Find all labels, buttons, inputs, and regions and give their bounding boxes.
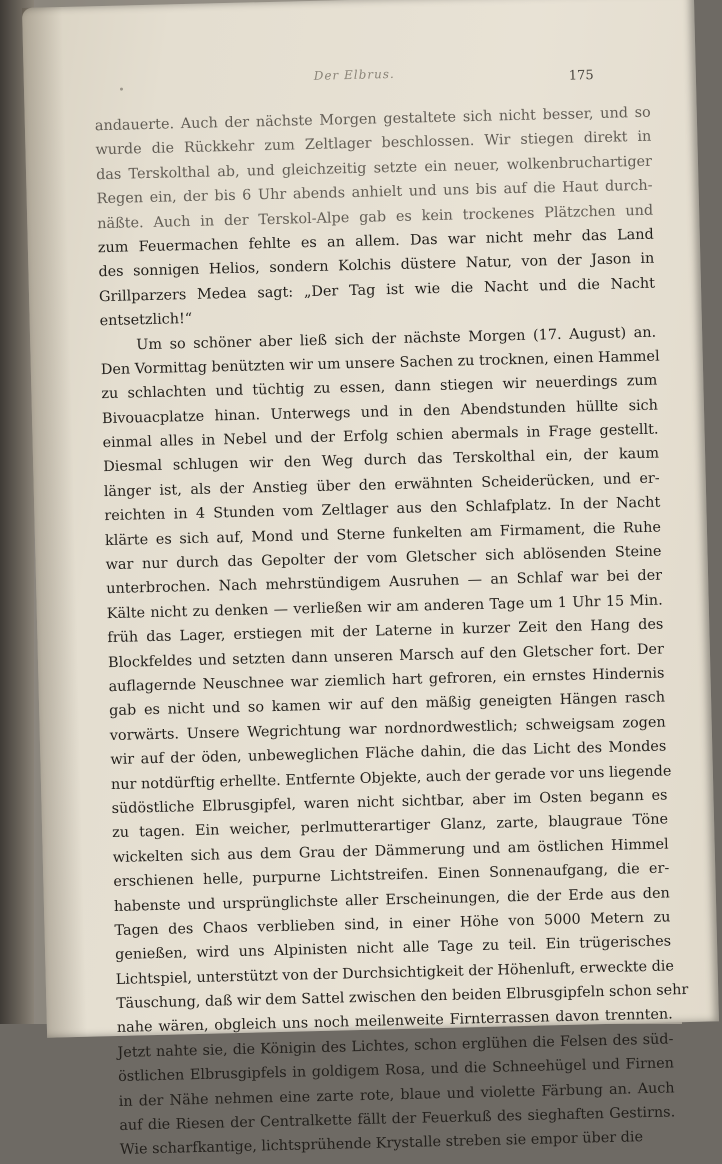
text-line: habenste und ursprünglichste aller Erscheinungen, die der Erde aus den	[113, 884, 671, 915]
page-speck	[120, 88, 123, 91]
text-line: erschienen helle, purpurne Lichtstreifen. Einen Sonnenaufgang, die er-	[113, 860, 670, 891]
text-line: Kälte nicht zu denken — verließen wir am anderen Tage um 1 Uhr 15 Min.	[106, 592, 663, 622]
text-line: Den Vormittag benützten wir um unsere Sachen zu trocknen, einen Hammel	[100, 348, 660, 379]
text-line: Regen ein, der bis 6 Uhr abends anhielt und uns bis auf die Haut durch-	[96, 177, 653, 208]
text-line: in der Nähe nehmen eine zarte rote, blaue und violette Färbung an. Auch	[118, 1080, 675, 1110]
text-line: Jetzt nahte sie, die Königin des Lichtes, schon erglühen die Felsen des süd-	[117, 1031, 674, 1061]
text-line: auflagernde Neuschnee war ziemlich hart gefroren, ein ernstes Hindernis	[108, 665, 665, 696]
text-line: entsetzlich!“	[99, 311, 193, 330]
text-line: einmal alles in Nebel und der Erfolg schien abermals in Frage gestellt.	[102, 421, 659, 452]
text-line: vorwärts. Unsere Wegrichtung war nordnordwestlich; schweigsam zogen	[109, 714, 666, 744]
text-line: früh das Lager, erstiegen mit der Laterne in kurzer Zeit den Hang des	[107, 616, 664, 647]
text-line: reichten in 4 Stunden vom Zeltlager aus den Schlafplatz. In der Nacht	[104, 494, 661, 525]
text-line: Täuschung, daß wir dem Sattel zwischen den beiden Elbrusgipfeln schon sehr	[116, 982, 689, 1013]
text-line: Diesmal schlugen wir den Weg durch das Terskolthal ein, der kaum	[103, 446, 660, 476]
paragraph-start-line: Um so schöner aber ließ sich der nächste Morgen (17. August) an.	[136, 324, 657, 353]
text-line: Tagen des Chaos verblieben sind, in einer Höhe von 5000 Metern zu	[114, 909, 671, 939]
text-line: östlichen Elbrusgipfels in goldigem Rosa, und die Schneehügel und Firnen	[117, 1055, 675, 1086]
text-line: das Terskolthal ab, und gleichzeitig setzte ein neuer, wolkenbruchartiger	[95, 153, 653, 184]
text-line: andauerte. Auch der nächste Morgen gestaltete sich nicht besser, und so	[94, 104, 651, 135]
body-text	[94, 101, 689, 1163]
text-line: des sonnigen Helios, sondern Kolchis düstere Natur, von der Jason in	[98, 250, 655, 281]
text-line: nahe wären, obgleich uns noch meilenweite Firnterrassen davon trennten.	[116, 1006, 673, 1037]
text-line: Wie scharfkantige, lichtsprühende Krystalle streben sie empor über die	[119, 1129, 644, 1159]
text-line: Lichtspiel, unterstützt von der Durchsichtigkeit der Höhenluft, erweckte die	[115, 958, 675, 988]
text-line: wir auf der öden, unbeweglichen Fläche dahin, die das Licht des Mondes	[110, 738, 667, 769]
text-line: Bivouacplatze hinan. Unterwegs und in den Abendstunden hüllte sich	[101, 397, 659, 427]
page-number: 175	[568, 68, 594, 84]
text-line: genießen, wird uns Alpinisten nicht alle Tage zu teil. Ein trügerisches	[114, 933, 672, 964]
running-head	[24, 60, 674, 96]
text-line: unterbrochen. Nach mehrstündigem Ausruhen — an Schlaf war bei der	[106, 567, 663, 598]
text-line: südöstliche Elbrusgipfel, waren nicht sichtbar, aber im Osten begann es	[111, 787, 668, 817]
text-line: wurde die Rückkehr zum Zeltlager beschlossen. Wir stiegen direkt in	[95, 129, 652, 159]
text-line: näßte. Auch in der Terskol-Alpe gab es kein trockenes Plätzchen und	[97, 202, 654, 232]
running-head-title: Der Elbrus.	[313, 66, 395, 83]
book-page	[22, 0, 719, 1159]
text-line: nur notdürftig erhellte. Entfernte Objekte, auch der gerade vor uns liegende	[110, 762, 672, 793]
text-line: länger ist, als der Anstieg über den erwähnten Scheiderücken, und er-	[103, 470, 660, 501]
text-line: wickelten sich aus dem Grau der Dämmerung und am östlichen Himmel	[112, 836, 669, 866]
text-line: zu schlachten und tüchtig zu essen, dann stiegen wir neuerdings zum	[101, 372, 658, 403]
text-line: Grillparzers Medea sagt: „Der Tag ist wie die Nacht und die Nacht	[98, 275, 656, 305]
text-line: zu tagen. Ein weicher, perlmutterartiger Glanz, zarte, blaugraue Töne	[111, 811, 669, 842]
text-line: war nur durch das Gepolter der vom Gletscher sich ablösenden Steine	[105, 543, 662, 574]
text-line: gab es nicht und so kamen wir auf den mäßig geneigten Hängen rasch	[109, 689, 666, 720]
text-line: Blockfeldes und setzten dann unseren Marsch auf den Gletscher fort. Der	[107, 641, 665, 671]
text-line: klärte es sich auf, Mond und Sterne funkelten am Firmament, die Ruhe	[104, 519, 662, 549]
text-line: zum Feuermachen fehlte es an allem. Das war nicht mehr das Land	[97, 226, 654, 257]
text-line: auf die Riesen der Centralkette fällt der Feuerkuß des sieghaften Gestirns.	[119, 1104, 676, 1134]
